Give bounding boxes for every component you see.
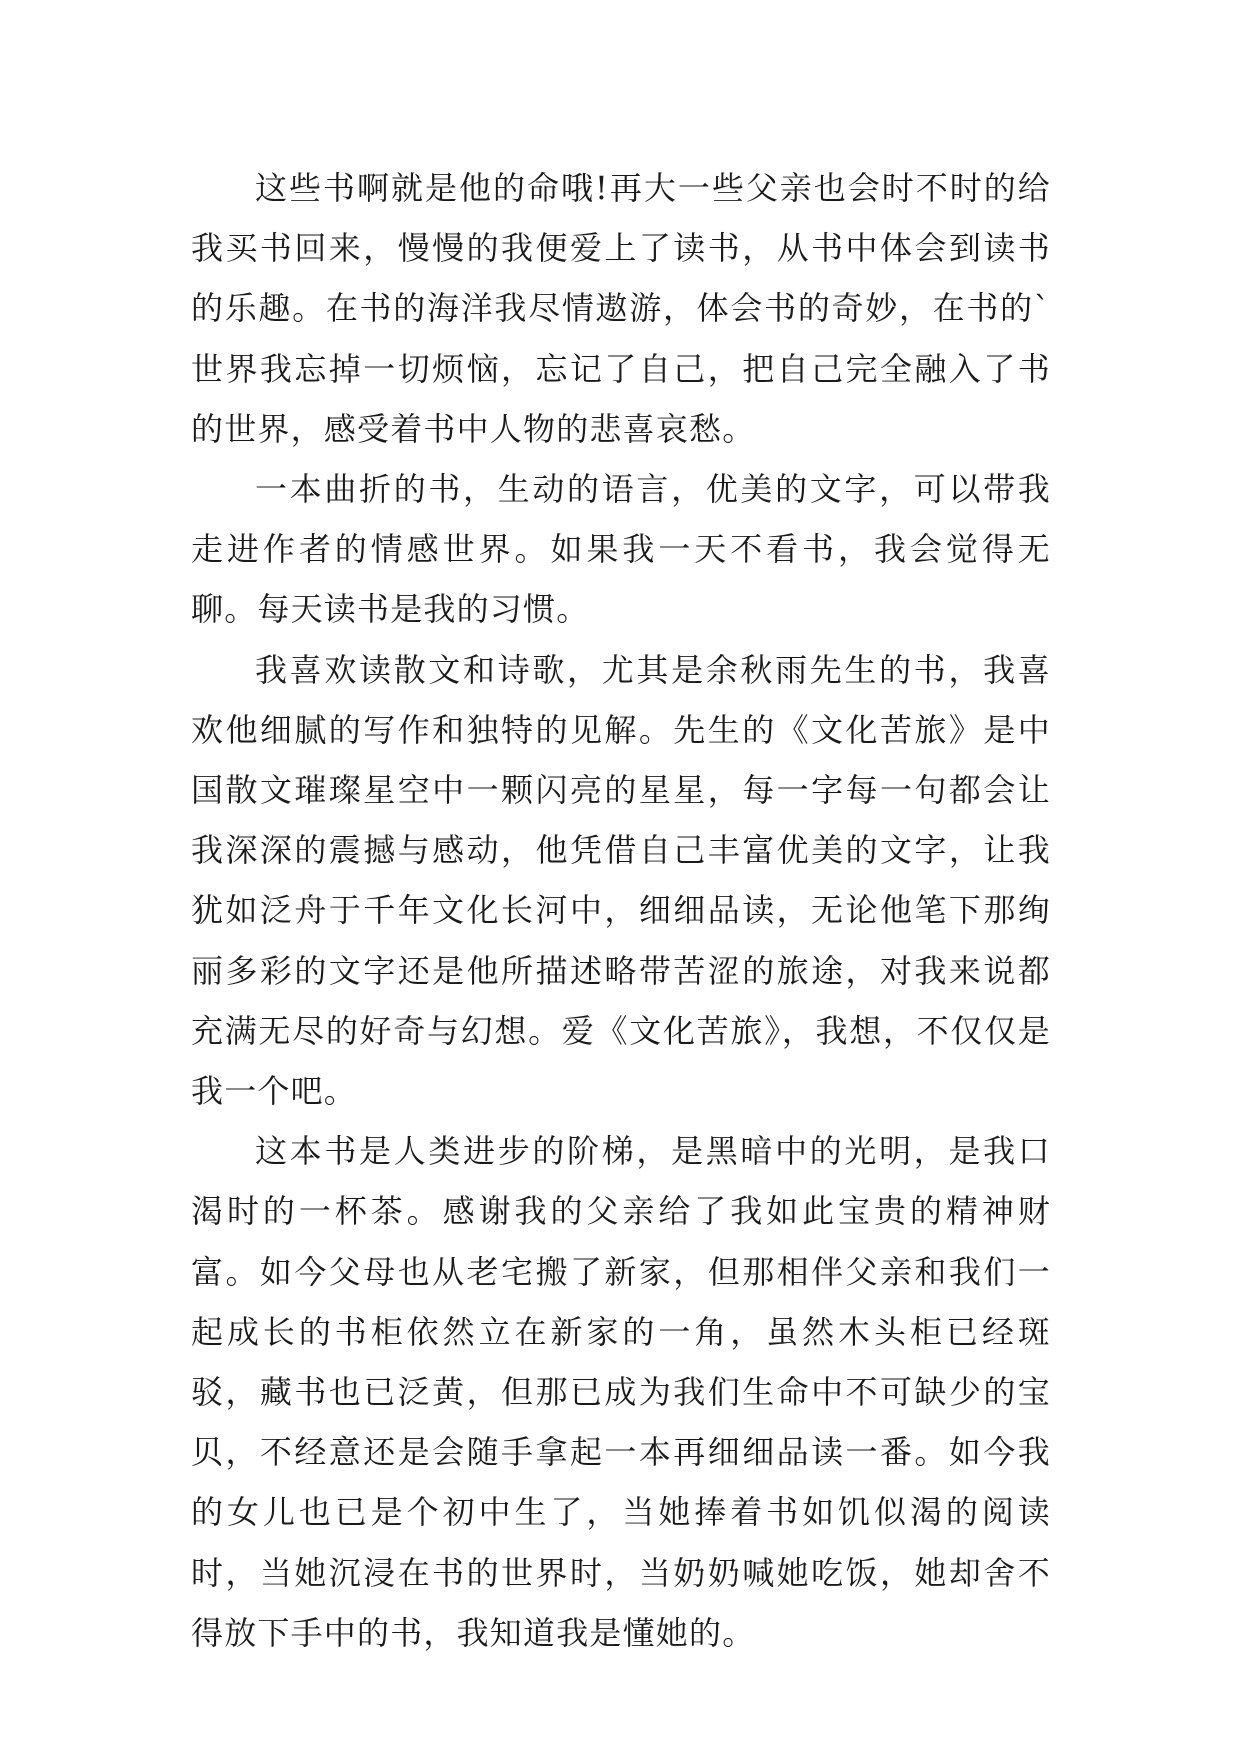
document-body [191, 158, 1051, 1663]
paragraph-1: 这些书啊就是他的命哦!再大一些父亲也会时不时的给我买书回来，慢慢的我便爱上了读书，从书中体会到读书的乐趣。在书的海洋我尽情遨游，体会书的奇妙，在书的`世界我忘掉一切烦恼，忘记了自己，把自己完全融入了书的世界，感受着书中人物的悲喜哀愁。 [191, 169, 1051, 448]
paragraph-3: 我喜欢读散文和诗歌，尤其是余秋雨先生的书，我喜欢他细腻的写作和独特的见解。先生的《文化苦旅》是中国散文璀璨星空中一颗闪亮的星星，每一字每一句都会让我深深的震撼与感动，他凭借自己丰富优美的文字，让我犹如泛舟于千年文化长河中，细细品读，无论他笔下那绚丽多彩的文字还是他所描述略带苦涩的旅途，对我来说都充满无尽的好奇与幻想。爱《文化苦旅》，我想，不仅仅是我一个吧。 [191, 650, 1051, 1111]
paragraph-2: 一本曲折的书，生动的语言，优美的文字，可以带我走进作者的情感世界。如果我一天不看书，我会觉得无聊。每天读书是我的习惯。 [191, 470, 1051, 629]
paragraph-4: 这本书是人类进步的阶梯，是黑暗中的光明，是我口渴时的一杯茶。感谢我的父亲给了我如此宝贵的精神财富。如今父母也从老宅搬了新家，但那相伴父亲和我们一起成长的书柜依然立在新家的一角，虽然木头柜已经斑驳，藏书也已泛黄，但那已成为我们生命中不可缺少的宝贝，不经意还是会随手拿起一本再细细品读一番。如今我的女儿也已是个初中生了，当她捧着书如饥似渴的阅读时，当她沉浸在书的世界时，当奶奶喊她吃饭，她却舍不得放下手中的书，我知道我是懂她的。 [191, 1132, 1051, 1652]
